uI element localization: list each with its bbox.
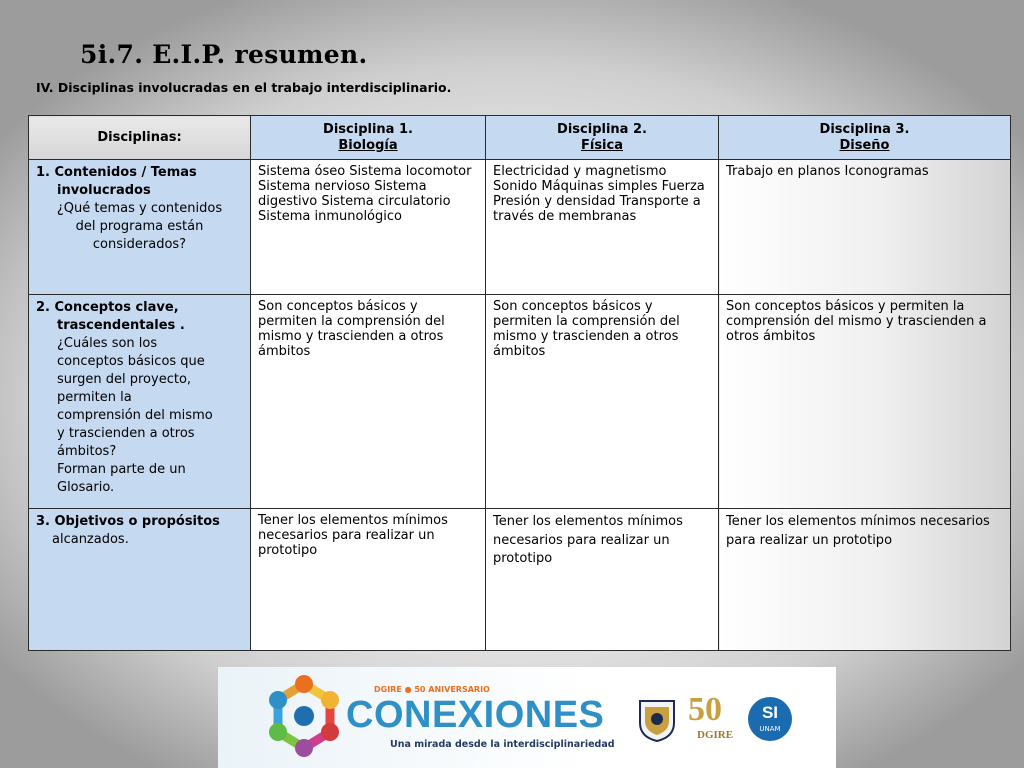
- row-label-question: Glosario.: [57, 480, 115, 495]
- discipline-2-name: Física: [580, 137, 623, 153]
- discipline-3-name: Diseño: [839, 137, 890, 153]
- table-cell: Son conceptos básicos y permiten la comprensión del mismo y trascienden a otros ámbitos: [251, 295, 486, 509]
- si-unam-logo: [748, 697, 792, 741]
- row-label-question: ¿Qué temas y contenidos: [56, 201, 223, 216]
- table-cell: Tener los elementos mínimos necesarios para realizar un prototipo: [251, 509, 486, 651]
- anniversary-tagline: DGIRE ● 50 ANIVERSARIO: [374, 685, 490, 694]
- discipline-1-name: Biología: [338, 137, 398, 153]
- row-label-question: permiten la: [57, 390, 132, 405]
- si-mark: SI: [761, 703, 779, 722]
- row-label-question: y trascienden a otros: [57, 426, 195, 441]
- dgire-label: DGIRE: [697, 729, 734, 741]
- row-label-title-cont: involucrados: [57, 183, 151, 198]
- header-discipline-2: [486, 116, 719, 160]
- unam-shield-icon: [637, 697, 677, 743]
- dgire-50-number: 50: [688, 691, 722, 728]
- row-label-question: del programa están: [75, 219, 204, 234]
- header-row: [29, 116, 1011, 160]
- si-unam-label: UNAM: [759, 725, 781, 733]
- row-label-question: ámbitos?: [57, 444, 117, 459]
- row-label-title: 2. Conceptos clave,: [36, 300, 179, 315]
- row-label-question: considerados?: [92, 237, 187, 252]
- header-discipline-1: [251, 116, 486, 160]
- table-cell: Sistema óseo Sistema locomotor Sistema nervioso Sistema digestivo Sistema circulatorio Sistema inmunológico: [251, 160, 486, 295]
- row-label-question: conceptos básicos que: [57, 354, 205, 369]
- row-label-question: ¿Cuáles son los: [57, 336, 158, 351]
- row-label-question: comprensión del mismo: [57, 408, 213, 423]
- table-cell: Tener los elementos mínimos necesarios para realizar un prototipo: [719, 509, 1011, 651]
- row-label-title-cont: alcanzados.: [52, 532, 129, 547]
- slide-subtitle: IV. Disciplinas involucradas en el trabajo interdisciplinario.: [36, 80, 452, 95]
- conexiones-banner: [218, 667, 836, 768]
- slide-title: 5i.7. E.I.P. resumen.: [80, 40, 368, 69]
- row-label-objetivos: [29, 509, 251, 651]
- table-cell: Trabajo en planos Iconogramas: [719, 160, 1011, 295]
- discipline-1-heading: Disciplina 1.: [323, 121, 413, 137]
- table-row: [29, 509, 1011, 651]
- row-label-title: 1. Contenidos / Temas: [36, 165, 197, 180]
- header-discipline-3: [719, 116, 1011, 160]
- discipline-2-heading: Disciplina 2.: [557, 121, 647, 137]
- table-row: [29, 160, 1011, 295]
- table-cell: Tener los elementos mínimos necesarios para realizar un prototipo: [486, 509, 719, 651]
- conexiones-motto: Una mirada desde la interdisciplinariedad: [390, 739, 615, 750]
- disciplines-table: [28, 115, 1011, 651]
- table-cell: Son conceptos básicos y permiten la comprensión del mismo y trascienden a otros ámbitos: [486, 295, 719, 509]
- row-label-question: Forman parte de un: [57, 462, 186, 477]
- table-cell: Electricidad y magnetismo Sonido Máquinas simples Fuerza Presión y densidad Transporte a través de membranas: [486, 160, 719, 295]
- table-cell: Son conceptos básicos y permiten la comprensión del mismo y trascienden a otros ámbitos: [719, 295, 1011, 509]
- corner-header: Disciplinas:: [29, 116, 251, 160]
- conexiones-wordmark: CONEXIONES: [346, 694, 605, 736]
- row-label-title-cont: trascendentales .: [57, 318, 185, 333]
- row-label-title: 3. Objetivos o propósitos: [36, 514, 220, 529]
- row-label-contenidos: [29, 160, 251, 295]
- discipline-3-heading: Disciplina 3.: [819, 121, 910, 137]
- row-label-question: surgen del proyecto,: [57, 372, 192, 387]
- table-row: [29, 295, 1011, 509]
- row-label-conceptos: [29, 295, 251, 509]
- conexiones-network-logo-icon: [256, 670, 352, 766]
